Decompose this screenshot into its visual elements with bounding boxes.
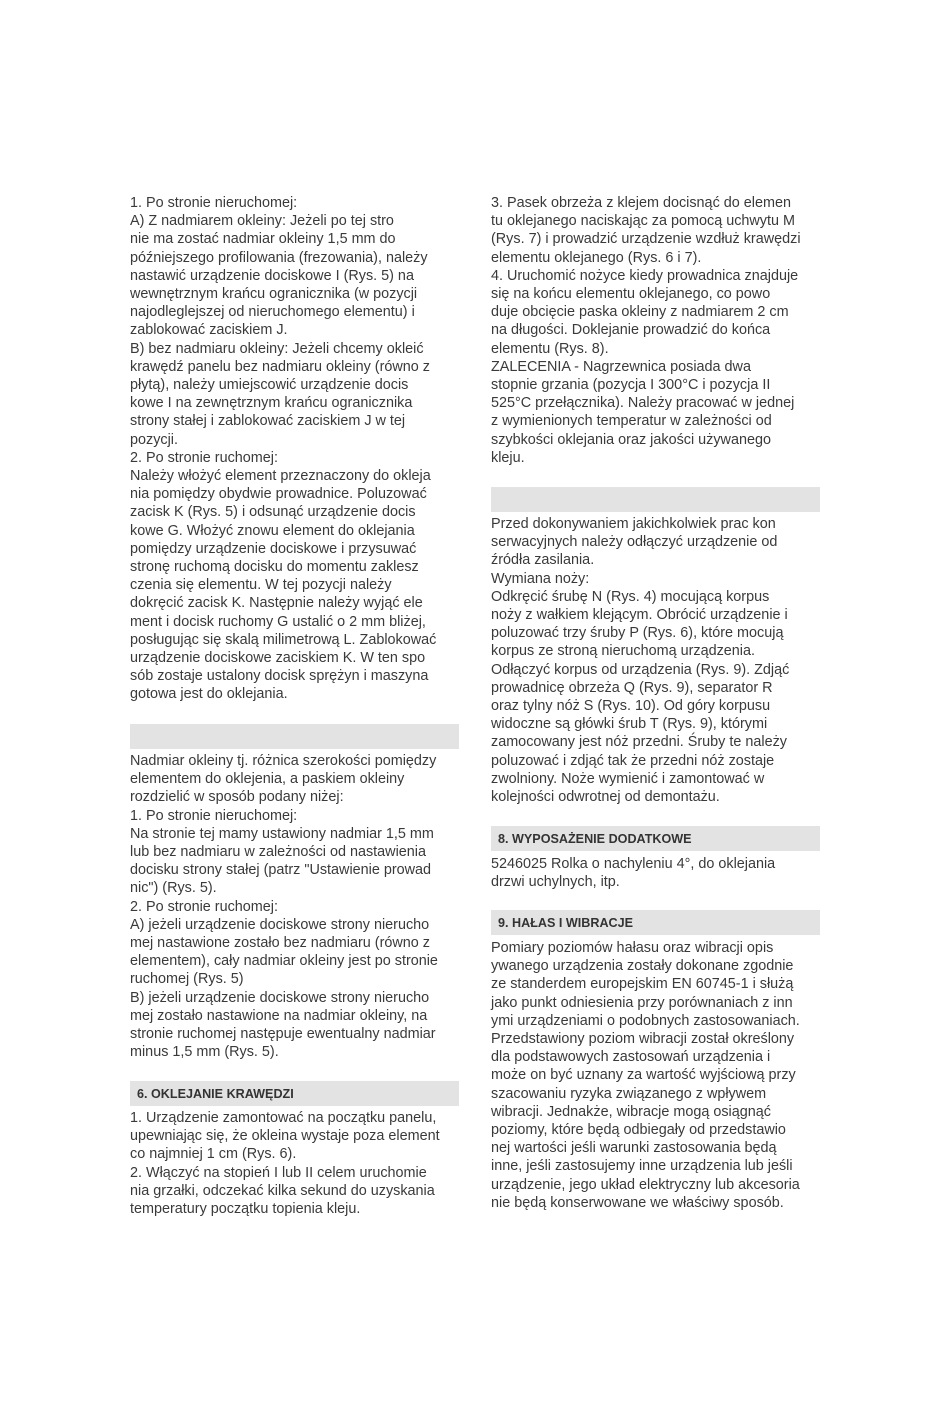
maintenance-text	[491, 515, 820, 806]
section-header-bar	[130, 724, 459, 749]
text-line: urządzenie, jego układ elektryczny lub akcesoria	[491, 1176, 800, 1193]
text-line: Przed dokonywaniem jakichkolwiek prac kon	[491, 516, 776, 532]
text-line: rozdzielić w sposób podany niżej:	[130, 789, 344, 806]
text-line: duje obcięcie paska okleiny z nadmiarem 2 cm	[491, 304, 789, 321]
text-line: nia pomiędzy obydwie prowadnice. Poluzować	[130, 486, 427, 503]
text-line: pomiędzy urządzenie dociskowe i przysuwać	[130, 540, 417, 557]
text-line: ywanego urządzenia zostały dokonane zgodnie	[491, 958, 794, 975]
text-line: kolejności odwrotnej od demontażu.	[491, 789, 720, 806]
text-line: temperatury początku topienia kleju.	[130, 1201, 361, 1218]
text-line: Na stronie tej mamy ustawiony nadmiar 1,5 mm	[130, 825, 434, 842]
section-header-title-6: 6. OKLEJANIE KRAWĘDZI	[137, 1087, 294, 1101]
text-line: poziomy, które będą odbiegały od przedstawio	[491, 1122, 786, 1139]
text-line: serwacyjnych należy odłączyć urządzenie od	[491, 534, 778, 551]
text-line: strony stałej i zablokować zaciskiem J w tej	[130, 413, 406, 430]
text-line: szybkości oklejania oraz jakości używanego	[491, 431, 771, 448]
section-header-bar-8	[491, 826, 820, 851]
text-line: elementu (Rys. 8).	[491, 340, 609, 357]
text-line: stopnie grzania (pozycja I 300°C i pozycja II	[491, 377, 771, 394]
text-line: gotowa jest do oklejania.	[130, 686, 288, 703]
text-line: A) Z nadmiarem okleiny: Jeżeli po tej stro	[130, 213, 394, 230]
text-line: poluzować i zdjąć tak że przedni nóż zostaje	[491, 752, 775, 769]
text-line: ZALECENIA - Nagrzewnica posiada dwa	[491, 358, 751, 375]
text-line: ment i docisk ruchomy G ustalić o 2 mm bliżej,	[130, 613, 426, 630]
text-line: 2. Po stronie ruchomej:	[130, 449, 278, 466]
text-line: B) bez nadmiaru okleiny: Jeżeli chcemy okleić	[130, 340, 424, 357]
text-line: co najmniej 1 cm (Rys. 6).	[130, 1146, 297, 1163]
text-line: 3. Pasek obrzeża z klejem docisnąć do elemen	[491, 195, 791, 211]
text-line: kleju.	[491, 449, 525, 466]
text-line: czenia się elementu. W tej pozycji należy	[130, 577, 392, 594]
section-header-bar-maintenance	[491, 487, 820, 512]
text-line: korpus ze stroną nieruchomą urządzenia.	[491, 643, 755, 660]
text-line: docisku strony stałej (patrz "Ustawienie prowad	[130, 862, 432, 879]
text-line: stronie ruchomej następuje ewentualny nadmiar	[130, 1026, 436, 1043]
text-line: mej nastawione zostało bez nadmiaru (równo z	[130, 935, 430, 952]
text-line: elementem), cały nadmiar okleiny jest po stronie	[130, 953, 438, 970]
text-line: stronę ruchomą docisku do momentu zaklesz	[130, 559, 419, 576]
text-line: wewnętrznym krańcu ogranicznika (w pozycji	[130, 286, 418, 303]
accessories-text	[491, 855, 820, 891]
text-line: 4. Uruchomić nożyce kiedy prowadnica znajduje	[491, 267, 799, 284]
text-line: z wymienionych temperatur w zależności od	[491, 413, 772, 430]
text-line: 1. Po stronie nieruchomej:	[130, 195, 298, 211]
text-line: nic") (Rys. 5).	[130, 880, 217, 897]
text-line: kowe I na zewnętrznym krańcu ogranicznika	[130, 395, 413, 412]
text-line: jako punkt odniesienia przy porównaniach z inn	[491, 994, 793, 1011]
text-line: pozycji.	[130, 431, 178, 448]
text-line: ze standerdem europejskim EN 60745-1 i służą	[491, 976, 794, 993]
text-line: 2. Włączyć na stopień I lub II celem uruchomie	[130, 1164, 427, 1181]
text-line: Odkręcić śrubę N (Rys. 4) mocującą korpus	[491, 588, 770, 605]
text-line: na długości. Doklejanie prowadzić do końca	[491, 322, 771, 339]
edge-banding-continued-text	[491, 194, 820, 467]
text-line: prowadnicę obrzeża Q (Rys. 9), separator R	[491, 679, 773, 696]
edge-banding-text	[130, 1109, 459, 1218]
text-line: może on być uznany za wartość wyjściową przy	[491, 1067, 796, 1084]
text-line: 1. Po stronie nieruchomej:	[130, 807, 298, 824]
text-line: urządzenie dociskowe zaciskiem K. W ten spo	[130, 650, 426, 667]
noise-vibration-text	[491, 939, 820, 1212]
text-line: płytą), należy umiejscowić urządzenie docis	[130, 377, 409, 394]
overhang-distribution-text	[130, 752, 459, 1061]
text-line: Pomiary poziomów hałasu oraz wibracji opis	[491, 940, 774, 956]
text-line: elementu oklejanego (Rys. 6 i 7).	[491, 249, 702, 266]
text-line: lub bez nadmiaru w zależności od nastawienia	[130, 844, 426, 861]
text-line: Wymiana noży:	[491, 570, 590, 587]
text-line: Należy włożyć element przeznaczony do okleja	[130, 468, 431, 485]
text-line: (Rys. 7) i prowadzić urządzenie wzdłuż krawędzi	[491, 231, 801, 248]
text-line: wibracji. Jednakże, wibracje mogą osiągnąć	[491, 1103, 771, 1120]
text-line: dla podstawowych zastosowań urządzenia i	[491, 1049, 771, 1066]
text-line: ruchomej (Rys. 5)	[130, 971, 244, 988]
text-line: 1. Urządzenie zamontować na początku panelu,	[130, 1110, 437, 1126]
section-header-title-8: 8. WYPOSAŻENIE DODATKOWE	[498, 832, 692, 846]
text-line: dokręcić zacisk K. Następnie należy wyjąć ele	[130, 595, 423, 612]
text-line: B) jeżeli urządzenie dociskowe strony nierucho	[130, 989, 430, 1006]
text-line: tu oklejanego naciskając za pomocą uchwytu M	[491, 213, 795, 230]
text-line: zamocowany jest nóż przedni. Śruby te należy	[491, 734, 787, 751]
text-line: nia grzałki, odczekać kilka sekund do uzyskania	[130, 1182, 435, 1199]
text-line: najodleglejszej od nieruchomego elementu) i	[130, 304, 415, 321]
text-line: Nadmiar okleiny tj. różnica szerokości pomiędzy	[130, 753, 437, 769]
text-line: szacowaniu ryzyka związanego z wpływem	[491, 1085, 767, 1102]
text-line: nastawić urządzenie dociskowe I (Rys. 5) na	[130, 267, 414, 284]
text-line: mej zostało nastawione na nadmiar okleiny, na	[130, 1007, 428, 1024]
text-line: A) jeżeli urządzenie dociskowe strony nierucho	[130, 916, 430, 933]
text-line: 2. Po stronie ruchomej:	[130, 898, 278, 915]
text-line: Odłączyć korpus od urządzenia (Rys. 9). Zdjąć	[491, 661, 790, 678]
text-line: zwolniony. Noże wymienić i zamontować w	[491, 770, 765, 787]
text-line: 525°C przełącznika). Należy pracować w jednej	[491, 395, 795, 412]
section-header-bar-6	[130, 1081, 459, 1106]
text-line: nie ma zostać nadmiar okleiny 1,5 mm do	[130, 231, 396, 248]
text-line: zacisk K (Rys. 5) i odsunąć urządzenie docis	[130, 504, 416, 521]
text-line: krawędź panelu bez nadmiaru okleiny (równo z	[130, 358, 430, 375]
text-line: inne, jeśli zastosujemy inne urządzenia lub jeśli	[491, 1158, 793, 1175]
text-line: noży z wałkiem klejącym. Obrócić urządzenie i	[491, 607, 788, 624]
fixed-side-setup-text	[130, 194, 459, 704]
section-header-bar-9	[491, 910, 820, 935]
text-line: nej wartości jeśli warunki zastosowania będą	[491, 1140, 777, 1157]
text-line: sób zostaje ustalony docisk sprężyn i maszyna	[130, 668, 429, 685]
text-line: oraz tylny nóż S (Rys. 10). Od góry korpusu	[491, 698, 771, 715]
section-header-title-9: 9. HAŁAS I WIBRACJE	[498, 916, 634, 930]
text-line: się na końcu elementu oklejanego, co powo	[491, 286, 771, 303]
text-line: minus 1,5 mm (Rys. 5).	[130, 1044, 279, 1061]
text-line: zablokować zaciskiem J.	[130, 322, 288, 339]
text-line: elementem do oklejenia, a paskiem okleiny	[130, 771, 405, 788]
text-line: upewniając się, że okleina wystaje poza element	[130, 1128, 440, 1145]
text-line: kowe G. Włożyć znowu element do oklejania	[130, 522, 415, 539]
text-line: Przedstawiony poziom wibracji został określony	[491, 1031, 795, 1048]
text-line: posługując się skalą milimetrową L. Zablokować	[130, 631, 437, 648]
text-line: późniejszego profilowania (frezowania), należy	[130, 249, 428, 266]
text-line: ymi urządzeniami o podobnych zastosowaniach.	[491, 1012, 800, 1029]
text-line: 5246025 Rolka o nachyleniu 4°, do oklejania	[491, 856, 776, 872]
text-line: drzwi uchylnych, itp.	[491, 874, 620, 891]
text-line: źródła zasilania.	[491, 552, 595, 569]
text-line: widoczne są główki śrub T (Rys. 9), którymi	[491, 716, 768, 733]
text-line: poluzować trzy śruby P (Rys. 6), które mocują	[491, 625, 784, 642]
text-line: nie będą konserwowane we właściwy sposób.	[491, 1194, 784, 1211]
